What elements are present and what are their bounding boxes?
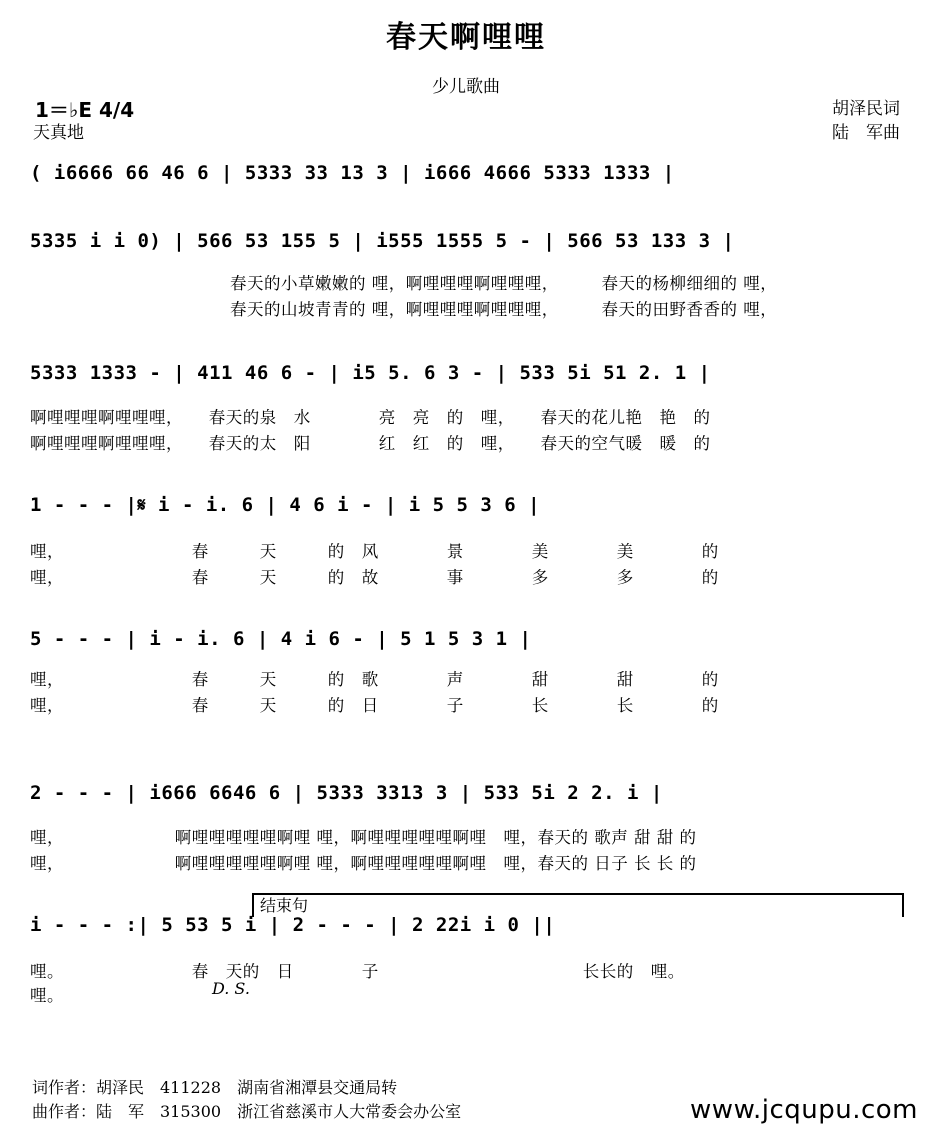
- notation-line-7: i - - - :| 5 53 5 i | 2 - - - | 2 22i i 0 ||: [30, 914, 556, 936]
- tempo-marking: 天真地: [33, 123, 84, 143]
- website-watermark: www.jcqupu.com: [690, 1095, 918, 1125]
- notation-line-4: 1 - - - |𝄋 i - i. 6 | 4 6 i - | i 5 5 3 6 |: [30, 494, 541, 516]
- notation-line-6: 2 - - - | i666 6646 6 | 5333 3313 3 | 533 5i 2 2. i |: [30, 782, 663, 804]
- lyric-verse1-line6: 哩， 啊哩哩哩哩哩啊哩 哩，啊哩哩哩哩哩啊哩 哩，春天的 歌声 甜 甜 的: [30, 828, 697, 847]
- footer-composer: 曲作者：陆 军 315300 浙江省慈溪市人大常委会办公室: [32, 1102, 462, 1121]
- lyric-verse2-line3: 啊哩哩哩啊哩哩哩， 春天的太 阳 红 红 的 哩， 春天的空气暖 暖 的: [30, 434, 711, 453]
- composer-credit: 陆 军曲: [832, 123, 900, 143]
- song-title: 春天啊哩哩: [386, 20, 546, 55]
- lyric-verse2-line4: 哩， 春 天 的 故 事 多 多 的: [30, 568, 719, 587]
- lyric-verse2-line6: 哩， 啊哩哩哩哩哩啊哩 哩，啊哩哩哩哩哩啊哩 哩，春天的 日子 长 长 的: [30, 854, 697, 873]
- lyricist-credit: 胡泽民词: [832, 99, 900, 119]
- lyric-verse1-line7: 哩。 春 天的 日 子 长长的 哩。: [30, 962, 685, 981]
- key-signature: 1＝♭E 4/4: [35, 98, 135, 122]
- footer-lyricist: 词作者：胡泽民 411228 湖南省湘潭县交通局转: [32, 1078, 398, 1097]
- lyric-verse2-line2: 春天的山坡青青的 哩，啊哩哩哩啊哩哩哩， 春天的田野香香的 哩，: [230, 300, 778, 319]
- lyric-verse1-line2: 春天的小草嫩嫩的 哩，啊哩哩哩啊哩哩哩， 春天的杨柳细细的 哩，: [230, 274, 778, 293]
- da-segno-mark: D. S.: [212, 979, 250, 998]
- notation-line-3: 5333 1333 - | 411 46 6 - | i5 5. 6 3 - | 533 5i 51 2. 1 |: [30, 362, 711, 384]
- lyric-verse1-line5: 哩， 春 天 的 歌 声 甜 甜 的: [30, 670, 719, 689]
- notation-line-1: ( i6666 66 46 6 | 5333 33 13 3 | i666 4666 5333 1333 |: [30, 162, 675, 184]
- notation-line-5: 5 - - - | i - i. 6 | 4 i 6 - | 5 1 5 3 1 |: [30, 628, 532, 650]
- lyric-verse2-line7: 哩。: [30, 986, 64, 1005]
- lyric-verse1-line3: 啊哩哩哩啊哩哩哩， 春天的泉 水 亮 亮 的 哩， 春天的花儿艳 艳 的: [30, 408, 711, 427]
- lyric-verse2-line5: 哩， 春 天 的 日 子 长 长 的: [30, 696, 719, 715]
- ending-label: 结束句: [260, 896, 309, 915]
- song-subtitle: 少儿歌曲: [432, 77, 500, 97]
- lyric-verse1-line4: 哩， 春 天 的 风 景 美 美 的: [30, 542, 719, 561]
- notation-line-2: 5335 i i 0) | 566 53 155 5 | i555 1555 5 - | 566 53 133 3 |: [30, 230, 735, 252]
